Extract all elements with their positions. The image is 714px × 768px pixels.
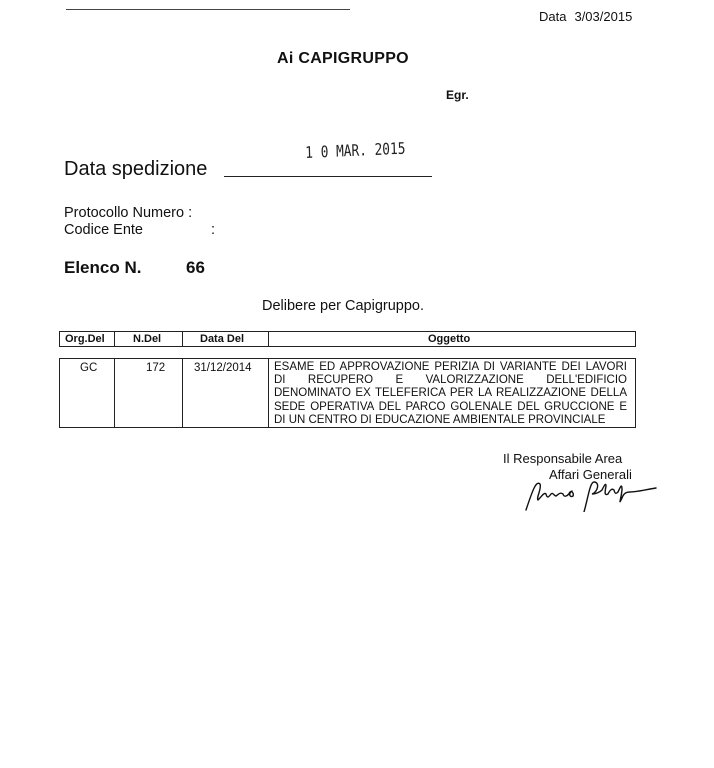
- entity-code-colon: :: [211, 222, 216, 238]
- list-number: 66: [186, 258, 205, 277]
- cell-org-del: GC: [80, 362, 98, 374]
- date-stamp: 1 0 MAR. 2015: [305, 138, 406, 162]
- dispatch-date-label: Data spedizione: [64, 158, 208, 180]
- header-data-del: Data Del: [200, 333, 245, 345]
- dispatch-date-line: [224, 176, 432, 177]
- header-org-del: Org.Del: [65, 333, 105, 345]
- protocol-number-label: Protocollo Numero :: [64, 205, 193, 221]
- table-header: [59, 331, 636, 347]
- salutation: Egr.: [446, 88, 469, 102]
- handwritten-signature: [518, 472, 658, 512]
- date-value: 3/03/2015: [574, 9, 633, 24]
- entity-code-label: Codice Ente: [64, 222, 143, 238]
- cell-oggetto: ESAME ED APPROVAZIONE PERIZIA DI VARIANTE DEI LAVORI DI RECUPERO E VALORIZZAZIONE DELL'EDIFICIO DENOMINATO EX TELEFERICA PER LA REALIZZAZIONE DELLA SEDE OPERATIVA DEL PARCO GOLENALE DEL GRUCCIONE E DI UN CENTRO DI EDUCAZIONE AMBIENTALE PROVINCIALE: [274, 361, 627, 426]
- date-label: Data: [539, 9, 567, 24]
- recipient-heading: Ai CAPIGRUPPO: [277, 50, 409, 67]
- document-date: [539, 9, 632, 24]
- top-rule: [66, 9, 350, 10]
- document-subtitle: Delibere per Capigruppo.: [262, 298, 425, 314]
- column-divider: [114, 359, 115, 427]
- column-divider: [268, 332, 269, 346]
- signatory-title: Il Responsabile Area: [503, 451, 623, 466]
- cell-n-del: 172: [146, 362, 166, 374]
- column-divider: [182, 332, 183, 346]
- header-oggetto: Oggetto: [428, 333, 471, 345]
- column-divider: [268, 359, 269, 427]
- header-n-del: N.Del: [133, 333, 162, 345]
- table-row: [59, 358, 636, 428]
- column-divider: [114, 332, 115, 346]
- cell-data-del: 31/12/2014: [194, 362, 252, 374]
- signatory-office: Affari Generali: [549, 467, 632, 482]
- list-label: Elenco N.: [64, 258, 142, 277]
- column-divider: [182, 359, 183, 427]
